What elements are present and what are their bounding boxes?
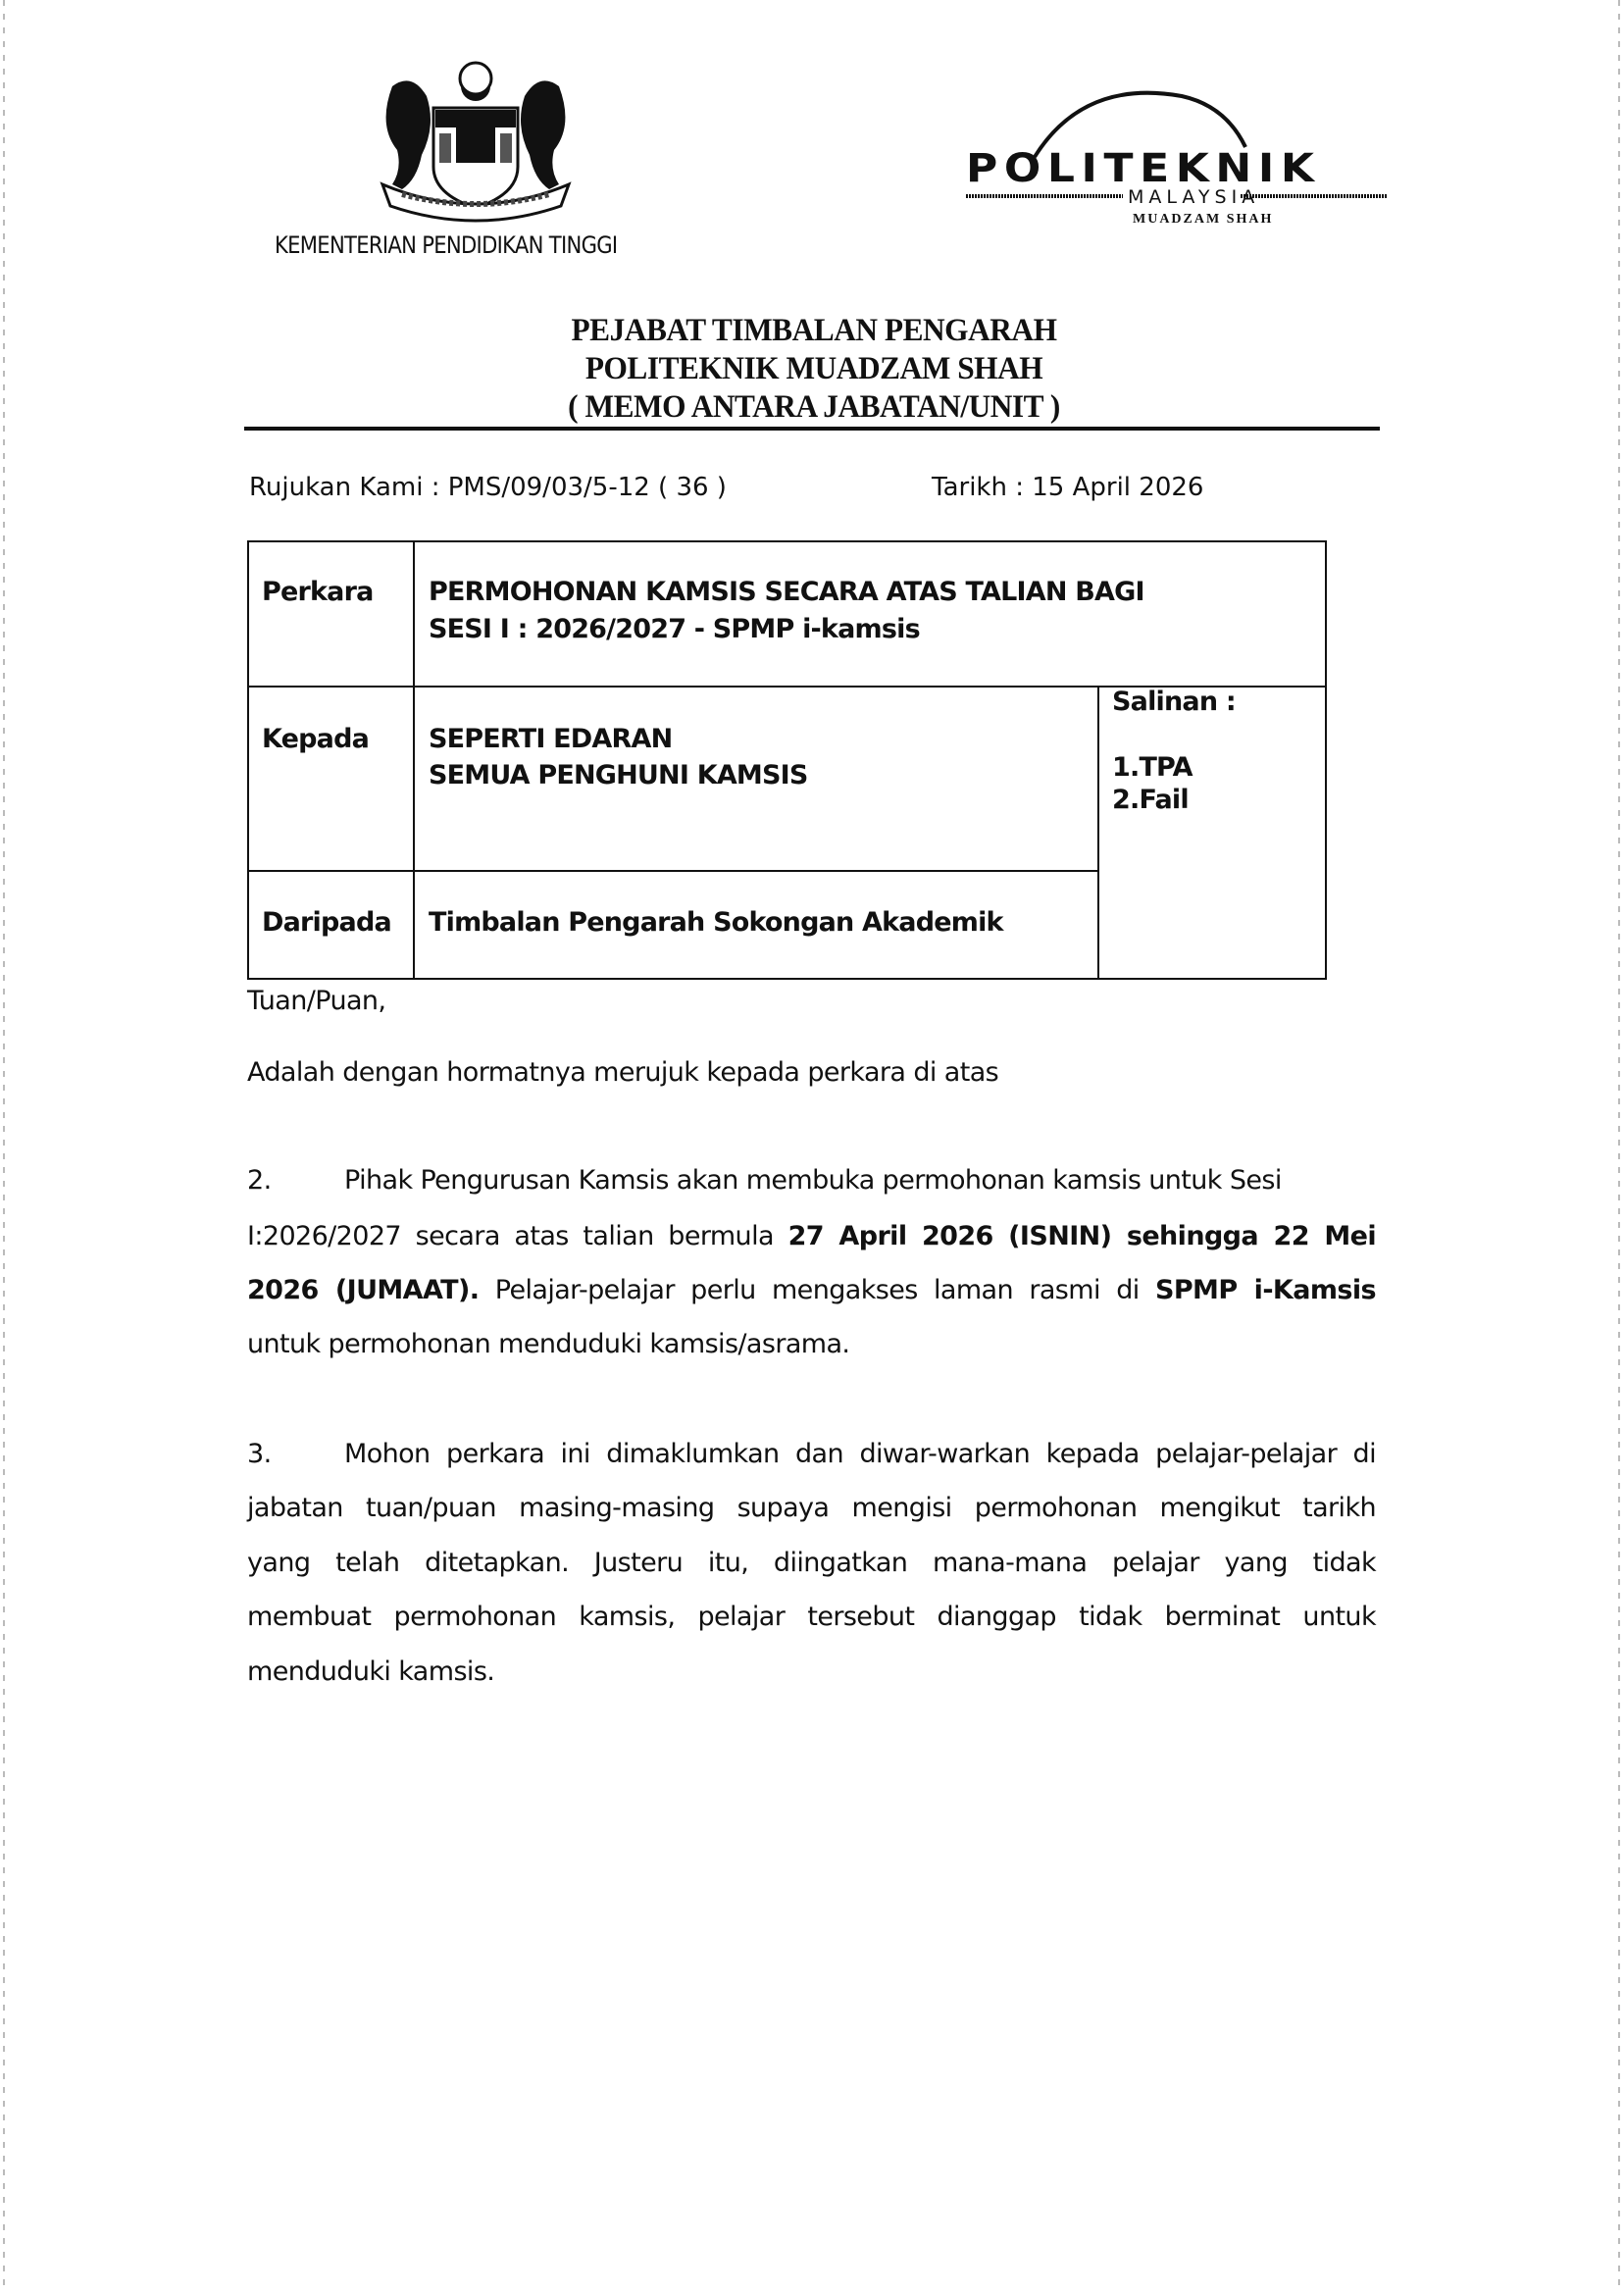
date-range-bold: 27 April 2026 (ISNIN) sehingga 22 Mei: [787, 1221, 1376, 1251]
salinan-label: Salinan :: [1112, 687, 1236, 717]
institution-title: POLITEKNIK MUADZAM SHAH: [584, 351, 1043, 386]
kepada-label: Kepada: [262, 724, 370, 754]
memo-date: Tarikh : 15 April 2026: [932, 473, 1204, 502]
perkara-label: Perkara: [262, 577, 374, 607]
date-range-bold: 2026 (JUMAAT).: [247, 1275, 480, 1305]
recipient-line-1: SEPERTI EDARAN: [429, 724, 673, 754]
paragraph-line: Pihak Pengurusan Kamsis akan membuka permohonan kamsis untuk Sesi: [344, 1165, 1282, 1196]
text-segment: I:2026/2027 secara atas talian bermula: [247, 1221, 788, 1251]
logo-country-text: MALAYSIA: [1128, 186, 1260, 208]
sender: Timbalan Pengarah Sokongan Akademik: [429, 907, 1003, 938]
subject-line-2: SESI I : 2026/2027 - SPMP i-kamsis: [429, 614, 920, 644]
memo-type-title: ( MEMO ANTARA JABATAN/UNIT ): [568, 389, 1060, 425]
paragraph-line: jabatan tuan/puan masing-masing supaya mengisi permohonan mengikut tarikh: [247, 1493, 1376, 1523]
recipient-line-2: SEMUA PENGHUNI KAMSIS: [429, 760, 808, 790]
coat-of-arms-icon: [363, 57, 588, 224]
system-name-bold: SPMP i-Kamsis: [1155, 1275, 1376, 1305]
salutation: Tuan/Puan,: [247, 986, 386, 1016]
copy-item-1: 1.TPA: [1112, 752, 1193, 783]
paragraph-line: yang telah ditetapkan. Justeru itu, diingatkan mana-mana pelajar yang tidak: [247, 1548, 1376, 1578]
politeknik-logo: [966, 88, 1388, 235]
reference-number: Rujukan Kami : PMS/09/03/5-12 ( 36 ): [249, 473, 727, 502]
text-segment: Pelajar-pelajar perlu mengakses laman rasmi di: [479, 1275, 1156, 1305]
logo-campus-text: MUADZAM SHAH: [1133, 212, 1274, 227]
ministry-name: KEMENTERIAN PENDIDIKAN TINGGI: [275, 231, 618, 259]
paragraph-number: 2.: [247, 1165, 272, 1196]
office-title: PEJABAT TIMBALAN PENGARAH: [571, 313, 1057, 348]
paragraph-number: 3.: [247, 1439, 272, 1469]
logo-brand-text: POLITEKNIK: [966, 146, 1321, 191]
header-rule: [244, 427, 1380, 431]
scan-edge-right: [1618, 0, 1620, 2293]
copy-item-2: 2.Fail: [1112, 785, 1189, 815]
daripada-label: Daripada: [262, 907, 391, 938]
paragraph-line: untuk permohonan menduduki kamsis/asrama.: [247, 1329, 850, 1359]
opening-line: Adalah dengan hormatnya merujuk kepada perkara di atas: [247, 1057, 999, 1088]
paragraph-line: menduduki kamsis.: [247, 1656, 495, 1687]
paragraph-line: Mohon perkara ini dimaklumkan dan diwar-warkan kepada pelajar-pelajar di: [344, 1439, 1376, 1469]
paragraph-line: membuat permohonan kamsis, pelajar tersebut dianggap tidak berminat untuk: [247, 1602, 1376, 1632]
subject-line-1: PERMOHONAN KAMSIS SECARA ATAS TALIAN BAGI: [429, 577, 1144, 607]
paragraph-line: [247, 1217, 1376, 1256]
paragraph-line: [247, 1271, 1376, 1310]
scan-edge-left: [3, 0, 5, 2293]
